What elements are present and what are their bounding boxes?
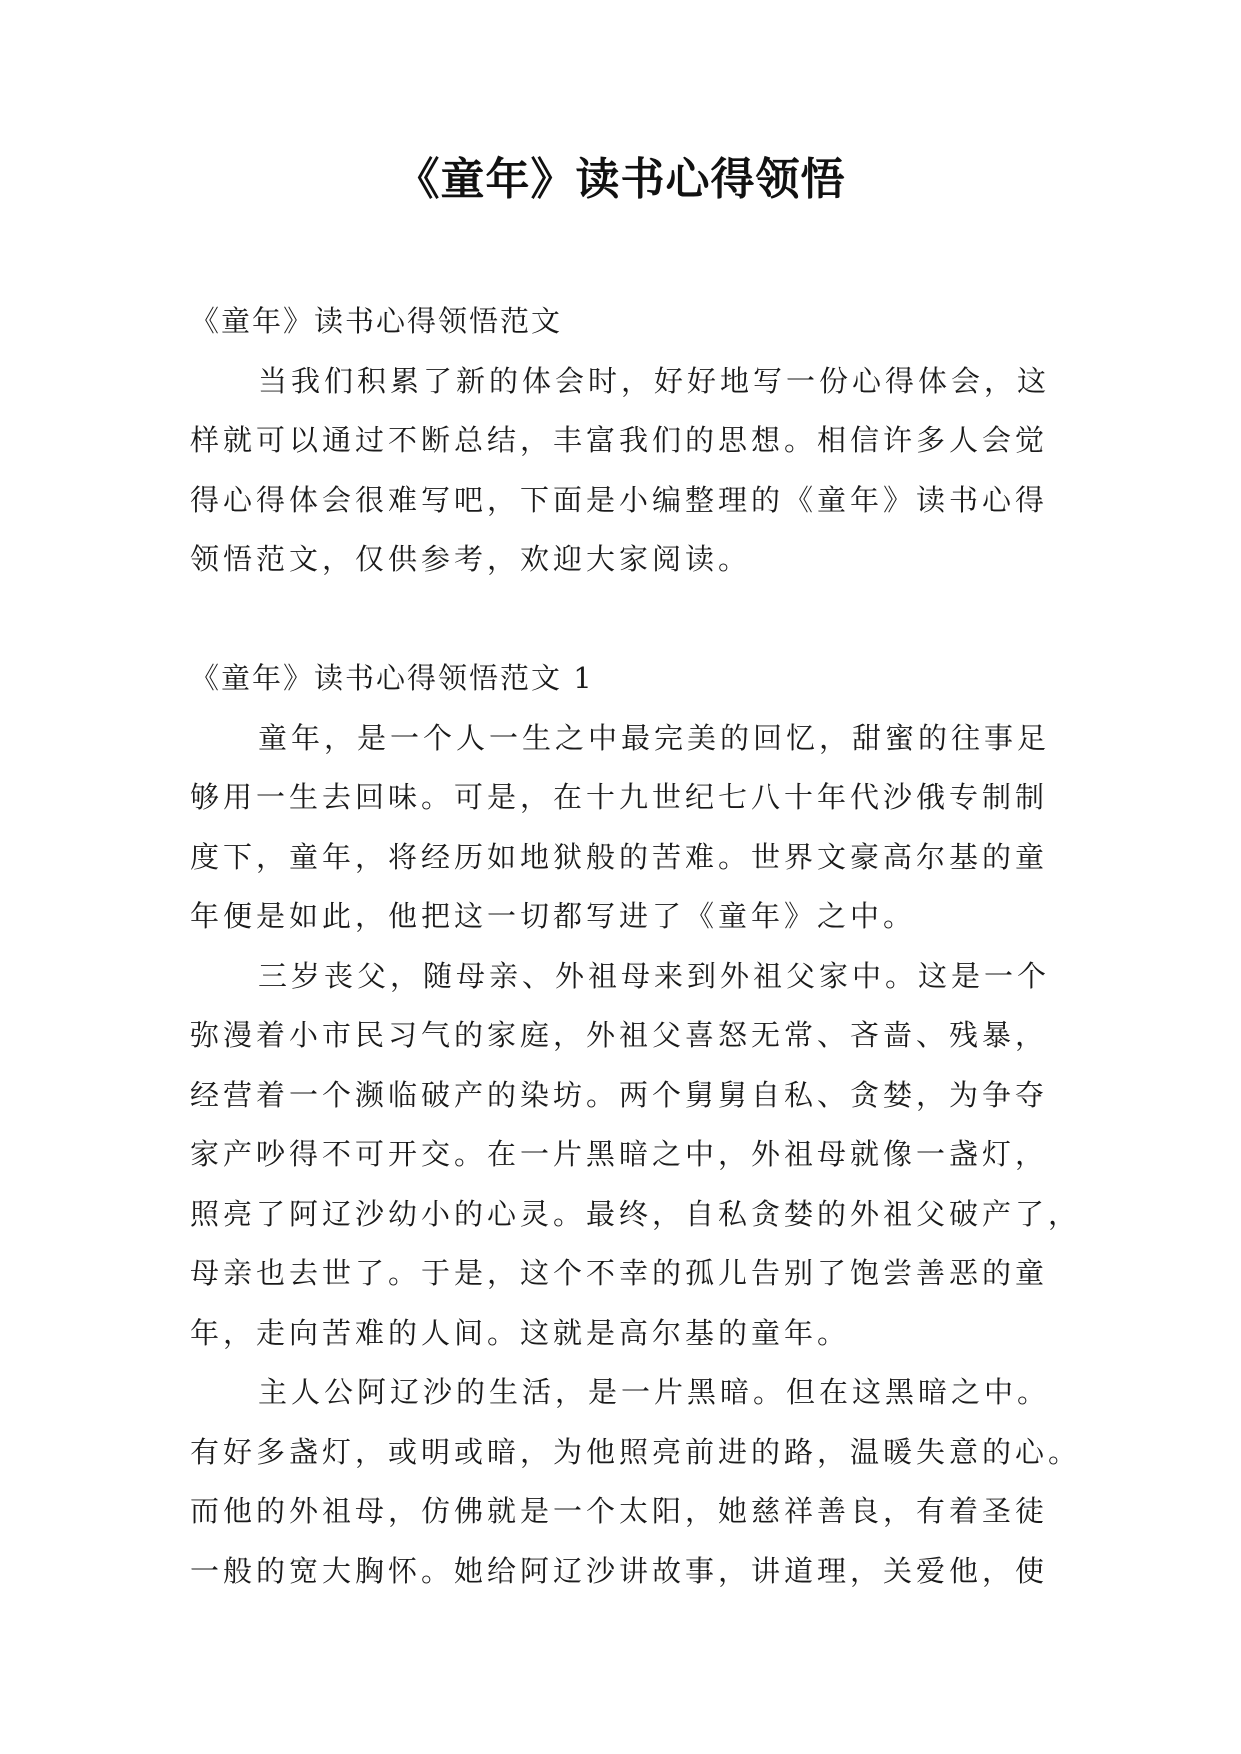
document-subtitle: 《童年》读书心得领悟范文 <box>190 304 563 338</box>
intro-line: 得心得体会很难写吧，下面是小编整理的《童年》读书心得 <box>190 482 1049 517</box>
document-body <box>190 292 1082 1601</box>
intro-line: 领悟范文，仅供参考，欢迎大家阅读。 <box>190 542 752 576</box>
paragraph-line: 童年，是一个人一生之中最完美的回忆，甜蜜的往事足 <box>258 720 1051 755</box>
intro-line: 样就可以通过不断总结，丰富我们的思想。相信许多人会觉 <box>190 423 1049 457</box>
paragraph-line: 照亮了阿辽沙幼小的心灵。最终，自私贪婪的外祖父破产了， <box>190 1196 1082 1231</box>
paragraph-line: 母亲也去世了。于是，这个不幸的孤儿告别了饱尝善恶的童 <box>190 1256 1049 1290</box>
paragraph-line: 经营着一个濒临破产的染坊。两个舅舅自私、贪婪，为争夺 <box>190 1077 1049 1112</box>
paragraph-line: 够用一生去回味。可是，在十九世纪七八十年代沙俄专制制 <box>190 780 1049 814</box>
intro-line: 当我们积累了新的体会时，好好地写一份心得体会，这 <box>258 363 1051 398</box>
section-heading: 《童年》读书心得领悟范文 1 <box>190 661 594 695</box>
paragraph-gap <box>190 590 1052 650</box>
paragraph-line: 有好多盏灯，或明或暗，为他照亮前进的路，温暖失意的心。 <box>190 1434 1082 1469</box>
paragraph-line: 年便是如此，他把这一切都写进了《童年》之中。 <box>190 899 917 933</box>
document-title: 《童年》读书心得领悟 <box>395 154 846 205</box>
paragraph-line: 三岁丧父，随母亲、外祖母来到外祖父家中。这是一个 <box>258 958 1051 993</box>
paragraph-line: 度下，童年，将经历如地狱般的苦难。世界文豪高尔基的童 <box>190 839 1049 874</box>
paragraph-line: 一般的宽大胸怀。她给阿辽沙讲故事，讲道理，关爱他，使 <box>190 1553 1049 1588</box>
paragraph-line: 年，走向苦难的人间。这就是高尔基的童年。 <box>190 1315 851 1350</box>
paragraph-line: 而他的外祖母，仿佛就是一个太阳，她慈祥善良，有着圣徒 <box>190 1494 1049 1528</box>
paragraph-line: 家产吵得不可开交。在一片黑暗之中，外祖母就像一盏灯， <box>190 1137 1049 1171</box>
paragraph-line: 弥漫着小市民习气的家庭，外祖父喜怒无常、吝啬、残暴， <box>190 1018 1049 1052</box>
paragraph-line: 主人公阿辽沙的生活，是一片黑暗。但在这黑暗之中。 <box>258 1375 1051 1409</box>
